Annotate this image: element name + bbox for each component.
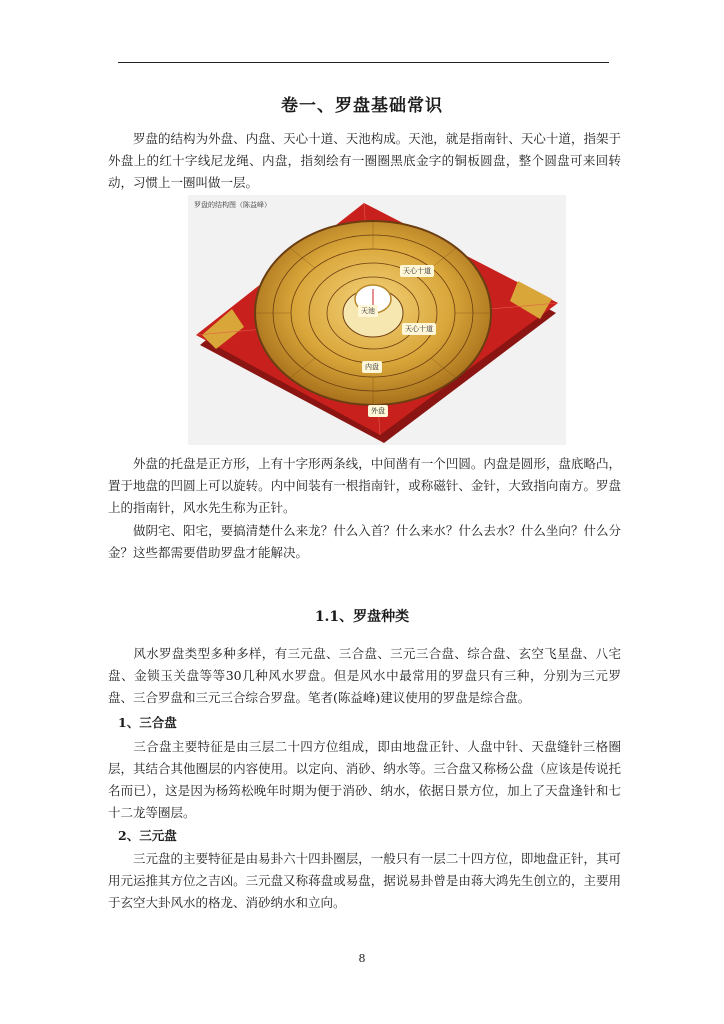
questions-paragraph: 做阴宅、阳宅，要搞清楚什么来龙？什么入首？什么来水？什么去水？什么坐向？什么分金？这些都需要借助罗盘才能解决。	[108, 523, 621, 560]
label-tianxin-top: 天心十道	[400, 265, 434, 277]
label-neipan: 内盘	[362, 361, 382, 373]
luopan-figure	[188, 195, 566, 445]
header-rule	[118, 62, 609, 63]
label-waipan: 外盘	[368, 405, 388, 417]
subsection-title-sanhe: 1、三合盘	[118, 715, 177, 730]
figure-caption: 罗盘的结构图（陈益峰）	[194, 201, 271, 209]
types-paragraph: 风水罗盘类型多种多样，有三元盘、三合盘、三元三合盘、综合盘、玄空飞星盘、八宅盘、金锁玉关盘等等30几种风水罗盘。但是风水中最常用的罗盘只有三种，分别为三元罗盘、三合罗盘和三元三合综合罗盘。笔者(陈益峰)建议使用的罗盘是综合盘。	[108, 646, 621, 705]
intro-paragraph: 罗盘的结构为外盘、内盘、天心十道、天池构成。天池，就是指南针、天心十道，指架于外盘上的红十字线尼龙绳、内盘，指刻绘有一圈圈黑底金字的铜板圆盘，整个圆盘可来回转动，习惯上一圈叫做一层。	[108, 131, 621, 190]
tray-paragraph: 外盘的托盘是正方形，上有十字形两条线，中间凿有一个凹圆。内盘是圆形，盘底略凸，置于地盘的凹圆上可以旋转。内中间装有一根指南针，或称磁针、金针，大致指向南方。罗盘上的指南针，风水先生称为正针。	[108, 456, 621, 515]
sanhe-paragraph: 三合盘主要特征是由三层二十四方位组成，即由地盘正针、人盘中针、天盘缝针三格圈层，其结合其他圈层的内容使用。以定向、消砂、纳水等。三合盘又称杨公盘（应该是传说托名而已），这是因为杨筠松晚年时期为便于消砂、纳水，依据日景方位，加上了天盘逢针和七十二龙等圈层。	[108, 739, 621, 820]
label-tianxin-right: 天心十道	[402, 323, 436, 335]
section-title: 1.1、罗盘种类	[314, 609, 410, 625]
page-number: 8	[358, 952, 366, 965]
label-tianchi: 天池	[358, 305, 378, 317]
sanyuan-paragraph: 三元盘的主要特征是由易卦六十四卦圈层，一般只有一层二十四方位，即地盘正针，其可用元运推其方位之吉凶。三元盘又称蒋盘或易盘，据说易卦曾是由蒋大鸿先生创立的，主要用于玄空大卦风水的格龙、消砂纳水和立向。	[108, 851, 621, 910]
chapter-title: 卷一、罗盘基础常识	[281, 96, 443, 116]
subsection-title-sanyuan: 2、三元盘	[118, 828, 177, 843]
